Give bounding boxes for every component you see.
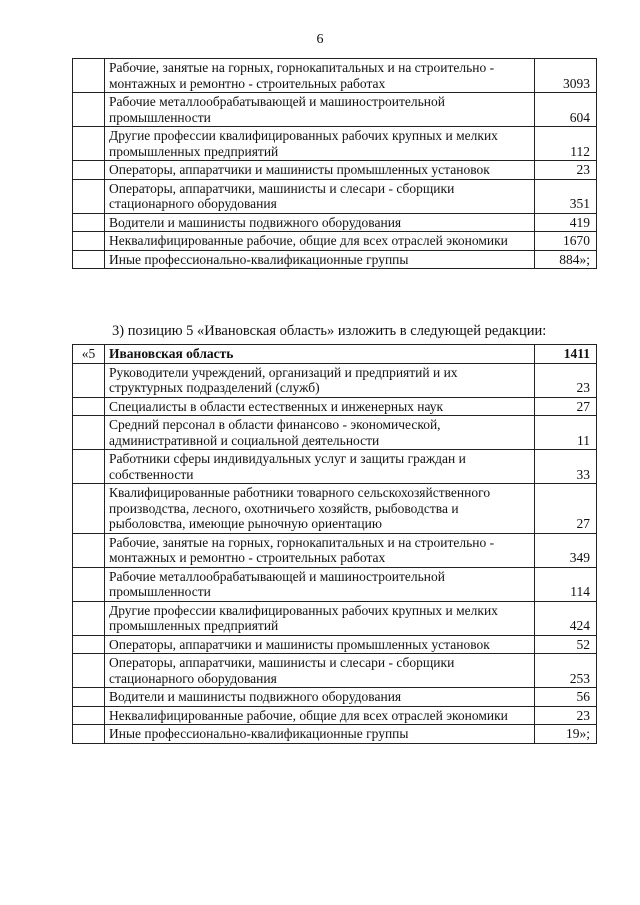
table-row (73, 706, 597, 725)
table-row (73, 232, 597, 251)
value-cell: 27 (535, 484, 597, 534)
category-cell: Другие профессии квалифицированных рабочих крупных и мелких промышленных предприятий (105, 601, 535, 635)
table-row (73, 59, 597, 93)
table-header-row (73, 345, 597, 364)
table-top-body (73, 59, 597, 269)
table-row (73, 250, 597, 269)
code-cell (73, 213, 105, 232)
page-number: 6 (316, 32, 324, 47)
category-cell: Операторы, аппаратчики, машинисты и слесари - сборщики стационарного оборудования (105, 179, 535, 213)
table-row (73, 416, 597, 450)
table-row (73, 127, 597, 161)
code-cell (73, 416, 105, 450)
value-cell: 56 (535, 688, 597, 707)
category-cell: Водители и машинисты подвижного оборудования (105, 213, 535, 232)
value-cell: 33 (535, 450, 597, 484)
code-cell (73, 93, 105, 127)
table-row (73, 635, 597, 654)
category-cell: Операторы, аппаратчики и машинисты промышленных установок (105, 635, 535, 654)
value-cell: 52 (535, 635, 597, 654)
category-cell: Неквалифицированные рабочие, общие для всех отраслей экономики (105, 232, 535, 251)
code-cell (73, 363, 105, 397)
value-cell: 23 (535, 363, 597, 397)
value-cell: 27 (535, 397, 597, 416)
category-cell: Неквалифицированные рабочие, общие для всех отраслей экономики (105, 706, 535, 725)
table-row (73, 93, 597, 127)
code-cell (73, 725, 105, 744)
code-cell (73, 179, 105, 213)
table-row (73, 397, 597, 416)
table-bottom-body (73, 363, 597, 743)
category-cell: Рабочие металлообрабатывающей и машиностроительной промышленности (105, 93, 535, 127)
code-cell (73, 127, 105, 161)
table-top (72, 58, 597, 269)
category-cell: Водители и машинисты подвижного оборудования (105, 688, 535, 707)
category-cell: Рабочие, занятые на горных, горнокапитальных и на строительно - монтажных и ремонтно - строительных работах (105, 59, 535, 93)
table-row (73, 450, 597, 484)
category-cell: Специалисты в области естественных и инженерных наук (105, 397, 535, 416)
value-cell: 253 (535, 654, 597, 688)
value-cell: 23 (535, 161, 597, 180)
value-cell: 349 (535, 533, 597, 567)
table-row (73, 567, 597, 601)
code-cell (73, 250, 105, 269)
value-cell: 19»; (535, 725, 597, 744)
value-cell: 114 (535, 567, 597, 601)
instruction-text: 3) позицию 5 «Ивановская область» изложить в следующей редакции: (112, 323, 547, 339)
category-cell: Руководители учреждений, организаций и предприятий и их структурных подразделений (служб) (105, 363, 535, 397)
table-row (73, 213, 597, 232)
value-cell: 23 (535, 706, 597, 725)
table-row (73, 688, 597, 707)
code-cell (73, 533, 105, 567)
code-cell (73, 397, 105, 416)
region-name: Ивановская область (105, 345, 535, 364)
category-cell: Рабочие металлообрабатывающей и машиностроительной промышленности (105, 567, 535, 601)
value-cell: 424 (535, 601, 597, 635)
table-row (73, 725, 597, 744)
code-cell (73, 635, 105, 654)
table-row (73, 654, 597, 688)
code-cell (73, 654, 105, 688)
category-cell: Операторы, аппаратчики, машинисты и слесари - сборщики стационарного оборудования (105, 654, 535, 688)
table-row (73, 601, 597, 635)
code-cell (73, 601, 105, 635)
code-cell (73, 59, 105, 93)
code-cell (73, 484, 105, 534)
table-row (73, 484, 597, 534)
value-cell: 112 (535, 127, 597, 161)
code-cell (73, 567, 105, 601)
category-cell: Операторы, аппаратчики и машинисты промышленных установок (105, 161, 535, 180)
category-cell: Иные профессионально-квалификационные группы (105, 250, 535, 269)
value-cell: 884»; (535, 250, 597, 269)
table-bottom (72, 344, 597, 744)
code-cell (73, 450, 105, 484)
category-cell: Другие профессии квалифицированных рабочих крупных и мелких промышленных предприятий (105, 127, 535, 161)
value-cell: 3093 (535, 59, 597, 93)
category-cell: Квалифицированные работники товарного сельскохозяйственного производства, лесного, охотничьего хозяйств, рыбоводства и рыболовства, имеющие рыночную ориентацию (105, 484, 535, 534)
value-cell: 11 (535, 416, 597, 450)
table-row (73, 179, 597, 213)
region-total: 1411 (535, 345, 597, 364)
value-cell: 604 (535, 93, 597, 127)
category-cell: Иные профессионально-квалификационные группы (105, 725, 535, 744)
value-cell: 419 (535, 213, 597, 232)
code-cell (73, 161, 105, 180)
code-cell (73, 706, 105, 725)
code-cell (73, 232, 105, 251)
table-row (73, 533, 597, 567)
table-row (73, 363, 597, 397)
category-cell: Средний персонал в области финансово - экономической, административной и социальной деятельности (105, 416, 535, 450)
category-cell: Рабочие, занятые на горных, горнокапитальных и на строительно - монтажных и ремонтно - строительных работах (105, 533, 535, 567)
value-cell: 1670 (535, 232, 597, 251)
code-cell (73, 688, 105, 707)
category-cell: Работники сферы индивидуальных услуг и защиты граждан и собственности (105, 450, 535, 484)
value-cell: 351 (535, 179, 597, 213)
position-code: «5 (73, 345, 105, 364)
table-row (73, 161, 597, 180)
